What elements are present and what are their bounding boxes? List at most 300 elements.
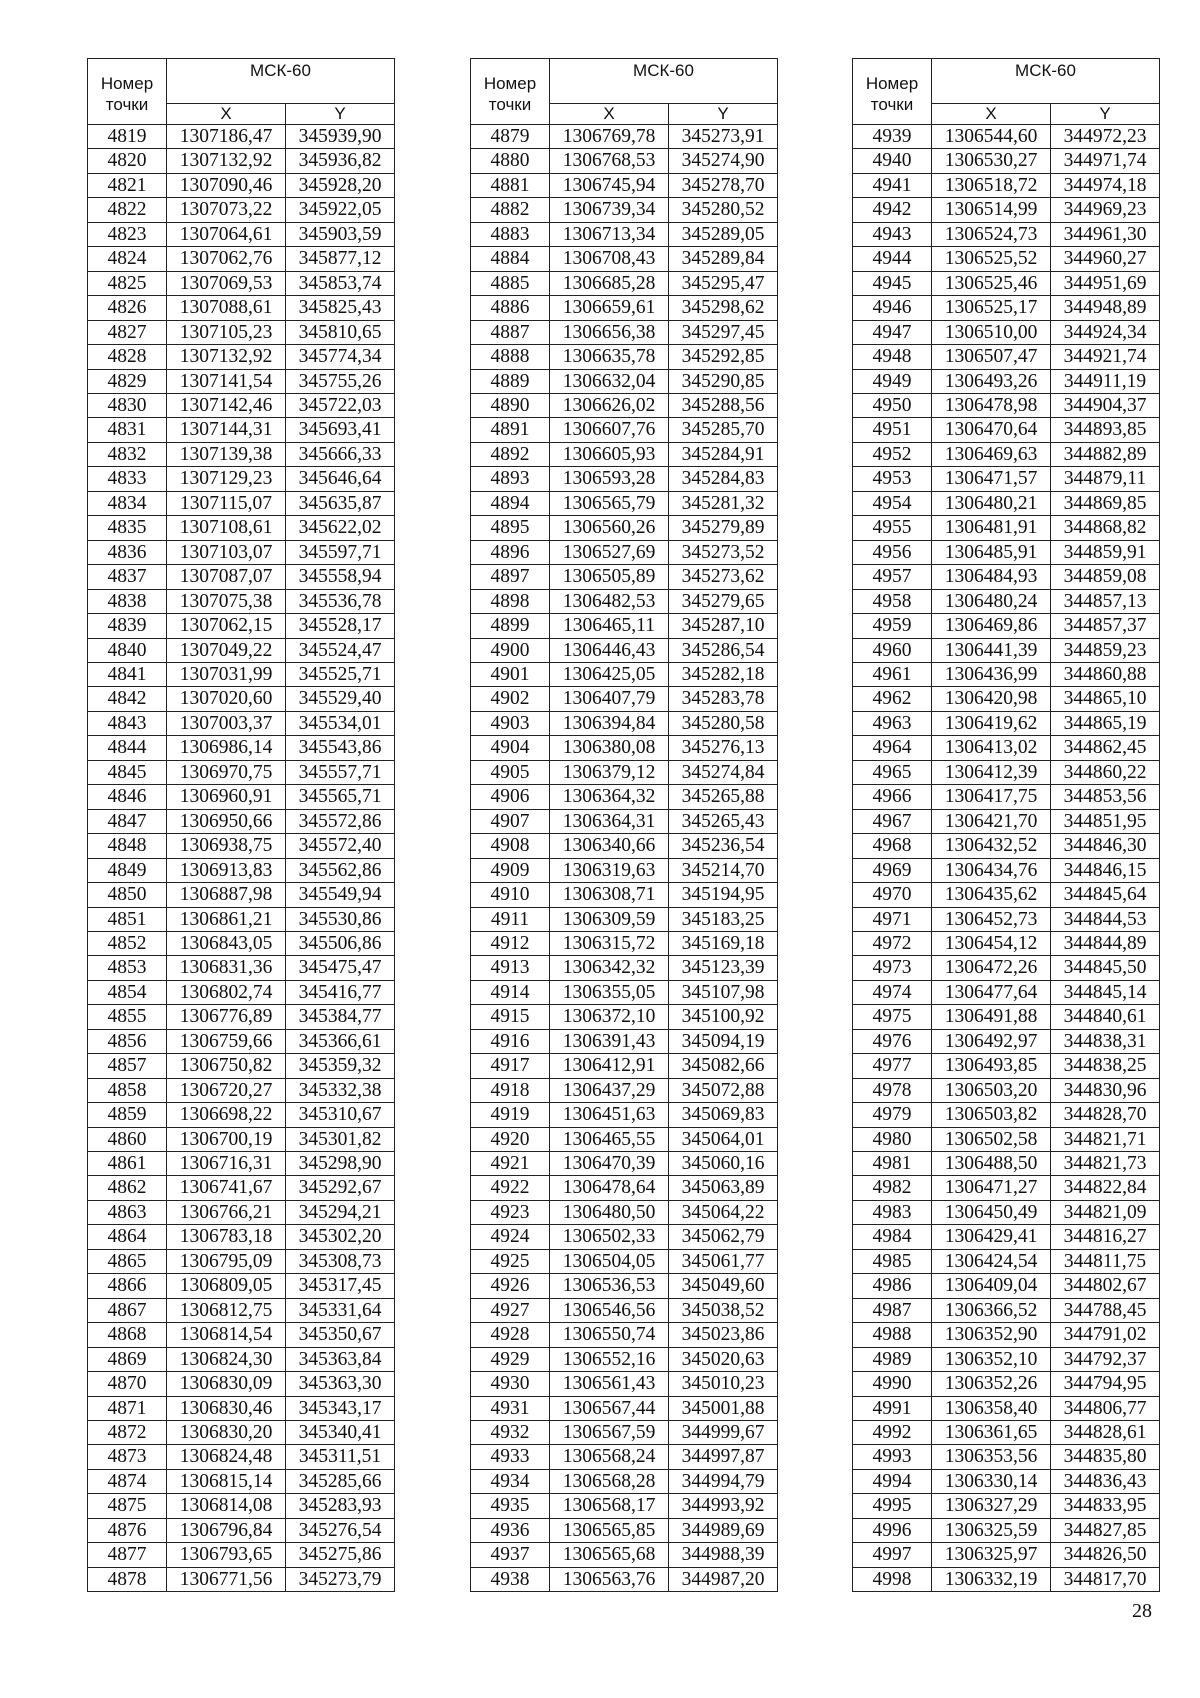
table-row: [471, 1103, 778, 1127]
x-coordinate-cell: 1306525,52: [932, 247, 1051, 271]
x-coordinate-cell: 1306593,28: [550, 467, 669, 491]
point-number-cell: 4928: [471, 1323, 550, 1347]
x-coordinate-cell: 1307103,07: [167, 540, 286, 564]
point-number-cell: 4846: [88, 785, 167, 809]
point-number-cell: 4828: [88, 345, 167, 369]
x-coordinate-cell: 1306887,98: [167, 883, 286, 907]
x-coordinate-cell: 1306568,28: [550, 1469, 669, 1493]
table-row: [471, 614, 778, 638]
x-coordinate-cell: 1307003,37: [167, 711, 286, 735]
x-coordinate-cell: 1306465,11: [550, 614, 669, 638]
y-coordinate-cell: 344821,09: [1051, 1200, 1160, 1224]
x-coordinate-cell: 1306412,91: [550, 1054, 669, 1078]
point-number-cell: 4891: [471, 418, 550, 442]
x-coordinate-cell: 1307139,38: [167, 442, 286, 466]
coordinate-table: [470, 58, 778, 1592]
x-coordinate-cell: 1306830,46: [167, 1396, 286, 1420]
y-coordinate-cell: 345363,84: [286, 1347, 395, 1371]
x-coordinate-cell: 1306352,10: [932, 1347, 1051, 1371]
point-number-cell: 4955: [853, 516, 932, 540]
point-number-cell: 4847: [88, 809, 167, 833]
x-coordinate-cell: 1306446,43: [550, 638, 669, 662]
x-coordinate-cell: 1306394,84: [550, 711, 669, 735]
table-row: [853, 1323, 1160, 1347]
point-number-cell: 4968: [853, 834, 932, 858]
table-row: [471, 1518, 778, 1542]
y-coordinate-cell: 345274,84: [669, 760, 778, 784]
y-coordinate-cell: 345276,13: [669, 736, 778, 760]
y-coordinate-cell: 344869,85: [1051, 491, 1160, 515]
table-row: [853, 467, 1160, 491]
x-coordinate-cell: 1306814,08: [167, 1494, 286, 1518]
point-number-cell: 4870: [88, 1372, 167, 1396]
point-number-cell: 4864: [88, 1225, 167, 1249]
point-number-cell: 4899: [471, 614, 550, 638]
table-row: [88, 271, 395, 295]
point-number-cell: 4873: [88, 1445, 167, 1469]
point-number-cell: 4957: [853, 565, 932, 589]
point-number-cell: 4898: [471, 589, 550, 613]
x-coordinate-cell: 1306480,21: [932, 491, 1051, 515]
table-row: [88, 956, 395, 980]
y-coordinate-cell: 345810,65: [286, 320, 395, 344]
point-number-cell: 4856: [88, 1029, 167, 1053]
point-number-cell: 4821: [88, 173, 167, 197]
x-coordinate-cell: 1306759,66: [167, 1029, 286, 1053]
point-number-cell: 4889: [471, 369, 550, 393]
x-coordinate-cell: 1306470,39: [550, 1152, 669, 1176]
table-row: [853, 1054, 1160, 1078]
table-row: [471, 858, 778, 882]
y-coordinate-cell: 344844,89: [1051, 931, 1160, 955]
table-row: [471, 809, 778, 833]
y-coordinate-cell: 345565,71: [286, 785, 395, 809]
y-coordinate-cell: 345292,85: [669, 345, 778, 369]
x-coordinate-cell: 1306568,17: [550, 1494, 669, 1518]
point-number-cell: 4989: [853, 1347, 932, 1371]
y-coordinate-cell: 345276,54: [286, 1518, 395, 1542]
y-coordinate-cell: 345597,71: [286, 540, 395, 564]
point-number-cell: 4969: [853, 858, 932, 882]
y-coordinate-cell: 345285,70: [669, 418, 778, 442]
table-row: [471, 711, 778, 735]
x-coordinate-cell: 1306421,70: [932, 809, 1051, 833]
point-number-cell: 4906: [471, 785, 550, 809]
point-number-cell: 4910: [471, 883, 550, 907]
point-number-cell: 4924: [471, 1225, 550, 1249]
point-number-cell: 4918: [471, 1078, 550, 1102]
y-coordinate-cell: 345100,92: [669, 1005, 778, 1029]
x-coordinate-cell: 1306750,82: [167, 1054, 286, 1078]
table-row: [471, 1176, 778, 1200]
y-coordinate-cell: 345061,77: [669, 1249, 778, 1273]
table-row: [471, 1152, 778, 1176]
x-coordinate-cell: 1307031,99: [167, 662, 286, 686]
table-row: [853, 1494, 1160, 1518]
point-number-cell: 4919: [471, 1103, 550, 1127]
x-coordinate-cell: 1306477,64: [932, 980, 1051, 1004]
table-row: [88, 222, 395, 246]
x-coordinate-cell: 1306507,47: [932, 345, 1051, 369]
point-number-cell: 4860: [88, 1127, 167, 1151]
table-row: [88, 1469, 395, 1493]
x-coordinate-cell: 1306332,19: [932, 1567, 1051, 1591]
table-row: [853, 149, 1160, 173]
x-coordinate-cell: 1307062,15: [167, 614, 286, 638]
x-coordinate-cell: 1306372,10: [550, 1005, 669, 1029]
x-coordinate-cell: 1306340,66: [550, 834, 669, 858]
point-number-cell: 4962: [853, 687, 932, 711]
x-column-header: X: [167, 104, 286, 125]
point-number-cell: 4970: [853, 883, 932, 907]
point-number-cell: 4842: [88, 687, 167, 711]
point-number-cell: 4912: [471, 931, 550, 955]
x-coordinate-cell: 1307186,47: [167, 125, 286, 149]
x-coordinate-cell: 1306503,20: [932, 1078, 1051, 1102]
point-number-cell: 4965: [853, 760, 932, 784]
y-coordinate-cell: 345169,18: [669, 931, 778, 955]
y-coordinate-cell: 344846,30: [1051, 834, 1160, 858]
x-coordinate-cell: 1306505,89: [550, 565, 669, 589]
x-coordinate-cell: 1306353,56: [932, 1445, 1051, 1469]
y-coordinate-cell: 345289,84: [669, 247, 778, 271]
x-coordinate-cell: 1306469,86: [932, 614, 1051, 638]
table-row: [88, 662, 395, 686]
table-row: [471, 834, 778, 858]
point-number-cell: 4915: [471, 1005, 550, 1029]
x-coordinate-cell: 1307088,61: [167, 296, 286, 320]
table-row: [88, 393, 395, 417]
point-number-cell: 4861: [88, 1152, 167, 1176]
point-number-cell: 4976: [853, 1029, 932, 1053]
point-number-cell: 4939: [853, 125, 932, 149]
x-coordinate-cell: 1306802,74: [167, 980, 286, 1004]
table-row: [471, 931, 778, 955]
table-row: [853, 760, 1160, 784]
point-number-cell: 4977: [853, 1054, 932, 1078]
y-coordinate-cell: 344828,70: [1051, 1103, 1160, 1127]
y-column-header: Y: [1051, 104, 1160, 125]
table-row: [88, 980, 395, 1004]
x-coordinate-cell: 1306325,97: [932, 1543, 1051, 1567]
x-coordinate-cell: 1306441,39: [932, 638, 1051, 662]
table-row: [471, 1396, 778, 1420]
y-coordinate-cell: 345020,63: [669, 1347, 778, 1371]
point-number-cell: 4902: [471, 687, 550, 711]
point-number-cell: 4990: [853, 1372, 932, 1396]
x-coordinate-cell: 1307062,76: [167, 247, 286, 271]
x-coordinate-cell: 1306502,33: [550, 1225, 669, 1249]
table-row: [88, 125, 395, 149]
x-coordinate-cell: 1306342,32: [550, 956, 669, 980]
x-coordinate-cell: 1306831,36: [167, 956, 286, 980]
y-coordinate-cell: 345310,67: [286, 1103, 395, 1127]
page-number: 28: [1132, 1600, 1152, 1622]
y-coordinate-cell: 344792,37: [1051, 1347, 1160, 1371]
y-coordinate-cell: 345543,86: [286, 736, 395, 760]
y-coordinate-cell: 345525,71: [286, 662, 395, 686]
point-number-cell: 4967: [853, 809, 932, 833]
y-coordinate-cell: 344951,69: [1051, 271, 1160, 295]
point-number-cell: 4943: [853, 222, 932, 246]
table-row: [853, 1298, 1160, 1322]
x-coordinate-cell: 1306563,76: [550, 1567, 669, 1591]
point-number-cell: 4859: [88, 1103, 167, 1127]
point-number-cell: 4851: [88, 907, 167, 931]
point-number-cell: 4941: [853, 173, 932, 197]
y-coordinate-cell: 344865,10: [1051, 687, 1160, 711]
y-coordinate-cell: 345275,86: [286, 1543, 395, 1567]
point-number-cell: 4869: [88, 1347, 167, 1371]
point-number-cell: 4951: [853, 418, 932, 442]
y-coordinate-cell: 345416,77: [286, 980, 395, 1004]
x-coordinate-cell: 1306771,56: [167, 1567, 286, 1591]
table-row: [471, 1054, 778, 1078]
y-coordinate-cell: 344972,23: [1051, 125, 1160, 149]
y-coordinate-cell: 345340,41: [286, 1421, 395, 1445]
x-coordinate-cell: 1306776,89: [167, 1005, 286, 1029]
point-number-cell: 4921: [471, 1152, 550, 1176]
y-coordinate-cell: 345284,83: [669, 467, 778, 491]
coordinate-table: [87, 58, 395, 1592]
point-number-cell: 4903: [471, 711, 550, 735]
y-coordinate-cell: 345311,51: [286, 1445, 395, 1469]
x-coordinate-cell: 1306950,66: [167, 809, 286, 833]
y-coordinate-cell: 345524,47: [286, 638, 395, 662]
x-coordinate-cell: 1306525,46: [932, 271, 1051, 295]
y-coordinate-cell: 345279,65: [669, 589, 778, 613]
x-coordinate-cell: 1306480,50: [550, 1200, 669, 1224]
table-row: [88, 296, 395, 320]
table-row: [471, 442, 778, 466]
point-number-cell: 4835: [88, 516, 167, 540]
coordinate-system-header: МСК-60: [550, 59, 778, 104]
point-number-cell: 4940: [853, 149, 932, 173]
point-number-cell: 4880: [471, 149, 550, 173]
y-coordinate-cell: 345064,01: [669, 1127, 778, 1151]
table-row: [853, 1127, 1160, 1151]
y-coordinate-cell: 345236,54: [669, 834, 778, 858]
table-row: [471, 1469, 778, 1493]
point-number-cell: 4926: [471, 1274, 550, 1298]
x-coordinate-cell: 1306720,27: [167, 1078, 286, 1102]
point-number-cell: 4923: [471, 1200, 550, 1224]
table-row: [853, 125, 1160, 149]
point-number-header: Номер точки: [88, 59, 167, 125]
y-coordinate-cell: 344788,45: [1051, 1298, 1160, 1322]
y-coordinate-cell: 344828,61: [1051, 1421, 1160, 1445]
table-row: [471, 198, 778, 222]
point-number-cell: 4946: [853, 296, 932, 320]
x-coordinate-cell: 1306518,72: [932, 173, 1051, 197]
y-coordinate-cell: 345265,88: [669, 785, 778, 809]
table-row: [88, 1298, 395, 1322]
point-number-cell: 4852: [88, 931, 167, 955]
table-row: [88, 1347, 395, 1371]
y-coordinate-cell: 344846,15: [1051, 858, 1160, 882]
table-row: [853, 809, 1160, 833]
y-coordinate-cell: 344868,82: [1051, 516, 1160, 540]
y-coordinate-cell: 345572,86: [286, 809, 395, 833]
y-coordinate-cell: 344836,43: [1051, 1469, 1160, 1493]
point-number-cell: 4855: [88, 1005, 167, 1029]
table-row: [471, 271, 778, 295]
table-row: [88, 1421, 395, 1445]
x-coordinate-cell: 1306913,83: [167, 858, 286, 882]
point-number-cell: 4886: [471, 296, 550, 320]
table-row: [88, 1200, 395, 1224]
point-number-cell: 4848: [88, 834, 167, 858]
x-coordinate-cell: 1306824,30: [167, 1347, 286, 1371]
table-row: [853, 345, 1160, 369]
point-number-cell: 4872: [88, 1421, 167, 1445]
x-coordinate-cell: 1306716,31: [167, 1152, 286, 1176]
x-coordinate-cell: 1306319,63: [550, 858, 669, 882]
y-coordinate-cell: 345284,91: [669, 442, 778, 466]
point-number-cell: 4882: [471, 198, 550, 222]
point-number-cell: 4978: [853, 1078, 932, 1102]
y-coordinate-cell: 345292,67: [286, 1176, 395, 1200]
point-number-cell: 4971: [853, 907, 932, 931]
table-row: [471, 589, 778, 613]
point-number-cell: 4948: [853, 345, 932, 369]
y-coordinate-cell: 345774,34: [286, 345, 395, 369]
table-row: [471, 883, 778, 907]
point-number-cell: 4936: [471, 1518, 550, 1542]
point-number-cell: 4960: [853, 638, 932, 662]
y-coordinate-cell: 344893,85: [1051, 418, 1160, 442]
x-coordinate-cell: 1306504,05: [550, 1249, 669, 1273]
point-number-cell: 4911: [471, 907, 550, 931]
y-coordinate-cell: 345038,52: [669, 1298, 778, 1322]
point-number-cell: 4988: [853, 1323, 932, 1347]
y-coordinate-cell: 344862,45: [1051, 736, 1160, 760]
point-number-cell: 4826: [88, 296, 167, 320]
y-coordinate-cell: 344860,22: [1051, 760, 1160, 784]
y-coordinate-cell: 344853,56: [1051, 785, 1160, 809]
y-coordinate-cell: 344997,87: [669, 1445, 778, 1469]
point-number-cell: 4894: [471, 491, 550, 515]
table-row: [853, 858, 1160, 882]
table-row: [471, 1445, 778, 1469]
table-row: [88, 1152, 395, 1176]
y-coordinate-cell: 345384,77: [286, 1005, 395, 1029]
table-row: [471, 1225, 778, 1249]
x-coordinate-cell: 1306417,75: [932, 785, 1051, 809]
x-coordinate-cell: 1306327,29: [932, 1494, 1051, 1518]
y-coordinate-cell: 344911,19: [1051, 369, 1160, 393]
table-row: [853, 442, 1160, 466]
point-number-cell: 4895: [471, 516, 550, 540]
point-number-cell: 4831: [88, 418, 167, 442]
x-coordinate-cell: 1306413,02: [932, 736, 1051, 760]
table-row: [88, 907, 395, 931]
table-row: [853, 222, 1160, 246]
table-row: [853, 956, 1160, 980]
y-coordinate-cell: 345366,61: [286, 1029, 395, 1053]
x-coordinate-cell: 1306352,26: [932, 1372, 1051, 1396]
table-row: [88, 320, 395, 344]
point-number-cell: 4938: [471, 1567, 550, 1591]
y-column-header: Y: [669, 104, 778, 125]
point-number-cell: 4949: [853, 369, 932, 393]
y-coordinate-cell: 345288,56: [669, 393, 778, 417]
x-coordinate-cell: 1306379,12: [550, 760, 669, 784]
y-coordinate-cell: 344859,91: [1051, 540, 1160, 564]
x-coordinate-cell: 1306454,12: [932, 931, 1051, 955]
table-row: [853, 711, 1160, 735]
y-coordinate-cell: 344921,74: [1051, 345, 1160, 369]
point-number-cell: 4974: [853, 980, 932, 1004]
table-row: [853, 1152, 1160, 1176]
y-coordinate-cell: 345557,71: [286, 760, 395, 784]
point-number-cell: 4825: [88, 271, 167, 295]
x-coordinate-cell: 1306525,17: [932, 296, 1051, 320]
y-coordinate-cell: 345265,43: [669, 809, 778, 833]
point-number-cell: 4959: [853, 614, 932, 638]
point-number-cell: 4820: [88, 149, 167, 173]
x-coordinate-cell: 1306527,69: [550, 540, 669, 564]
table-row: [471, 1494, 778, 1518]
x-coordinate-cell: 1307049,22: [167, 638, 286, 662]
y-coordinate-cell: 344859,08: [1051, 565, 1160, 589]
y-coordinate-cell: 344851,95: [1051, 809, 1160, 833]
y-coordinate-cell: 344993,92: [669, 1494, 778, 1518]
x-coordinate-cell: 1306708,43: [550, 247, 669, 271]
y-coordinate-cell: 345475,47: [286, 956, 395, 980]
point-number-cell: 4991: [853, 1396, 932, 1420]
y-coordinate-cell: 344845,14: [1051, 980, 1160, 1004]
point-number-cell: 4819: [88, 125, 167, 149]
y-coordinate-cell: 344994,79: [669, 1469, 778, 1493]
y-coordinate-cell: 345069,83: [669, 1103, 778, 1127]
x-coordinate-cell: 1306824,48: [167, 1445, 286, 1469]
table-row: [853, 1225, 1160, 1249]
table-row: [853, 883, 1160, 907]
x-coordinate-cell: 1306488,50: [932, 1152, 1051, 1176]
x-coordinate-cell: 1306766,21: [167, 1200, 286, 1224]
y-coordinate-cell: 345350,67: [286, 1323, 395, 1347]
y-coordinate-cell: 344802,67: [1051, 1274, 1160, 1298]
x-coordinate-cell: 1306484,93: [932, 565, 1051, 589]
point-number-cell: 4986: [853, 1274, 932, 1298]
table-row: [853, 198, 1160, 222]
x-coordinate-cell: 1306469,63: [932, 442, 1051, 466]
x-coordinate-cell: 1307075,38: [167, 589, 286, 613]
point-number-cell: 4900: [471, 638, 550, 662]
table-row: [853, 1176, 1160, 1200]
point-number-cell: 4833: [88, 467, 167, 491]
x-coordinate-cell: 1306514,99: [932, 198, 1051, 222]
x-coordinate-cell: 1306560,26: [550, 516, 669, 540]
y-coordinate-cell: 345273,62: [669, 565, 778, 589]
table-row: [853, 1469, 1160, 1493]
point-number-cell: 4839: [88, 614, 167, 638]
table-row: [88, 149, 395, 173]
point-number-cell: 4979: [853, 1103, 932, 1127]
x-column-header: X: [550, 104, 669, 125]
table-row: [88, 1323, 395, 1347]
table-row: [88, 418, 395, 442]
table-row: [853, 687, 1160, 711]
table-row: [471, 1323, 778, 1347]
point-number-cell: 4887: [471, 320, 550, 344]
x-coordinate-cell: 1306741,67: [167, 1176, 286, 1200]
y-coordinate-cell: 345332,38: [286, 1078, 395, 1102]
point-number-cell: 4858: [88, 1078, 167, 1102]
y-coordinate-cell: 345273,52: [669, 540, 778, 564]
y-coordinate-cell: 345062,79: [669, 1225, 778, 1249]
